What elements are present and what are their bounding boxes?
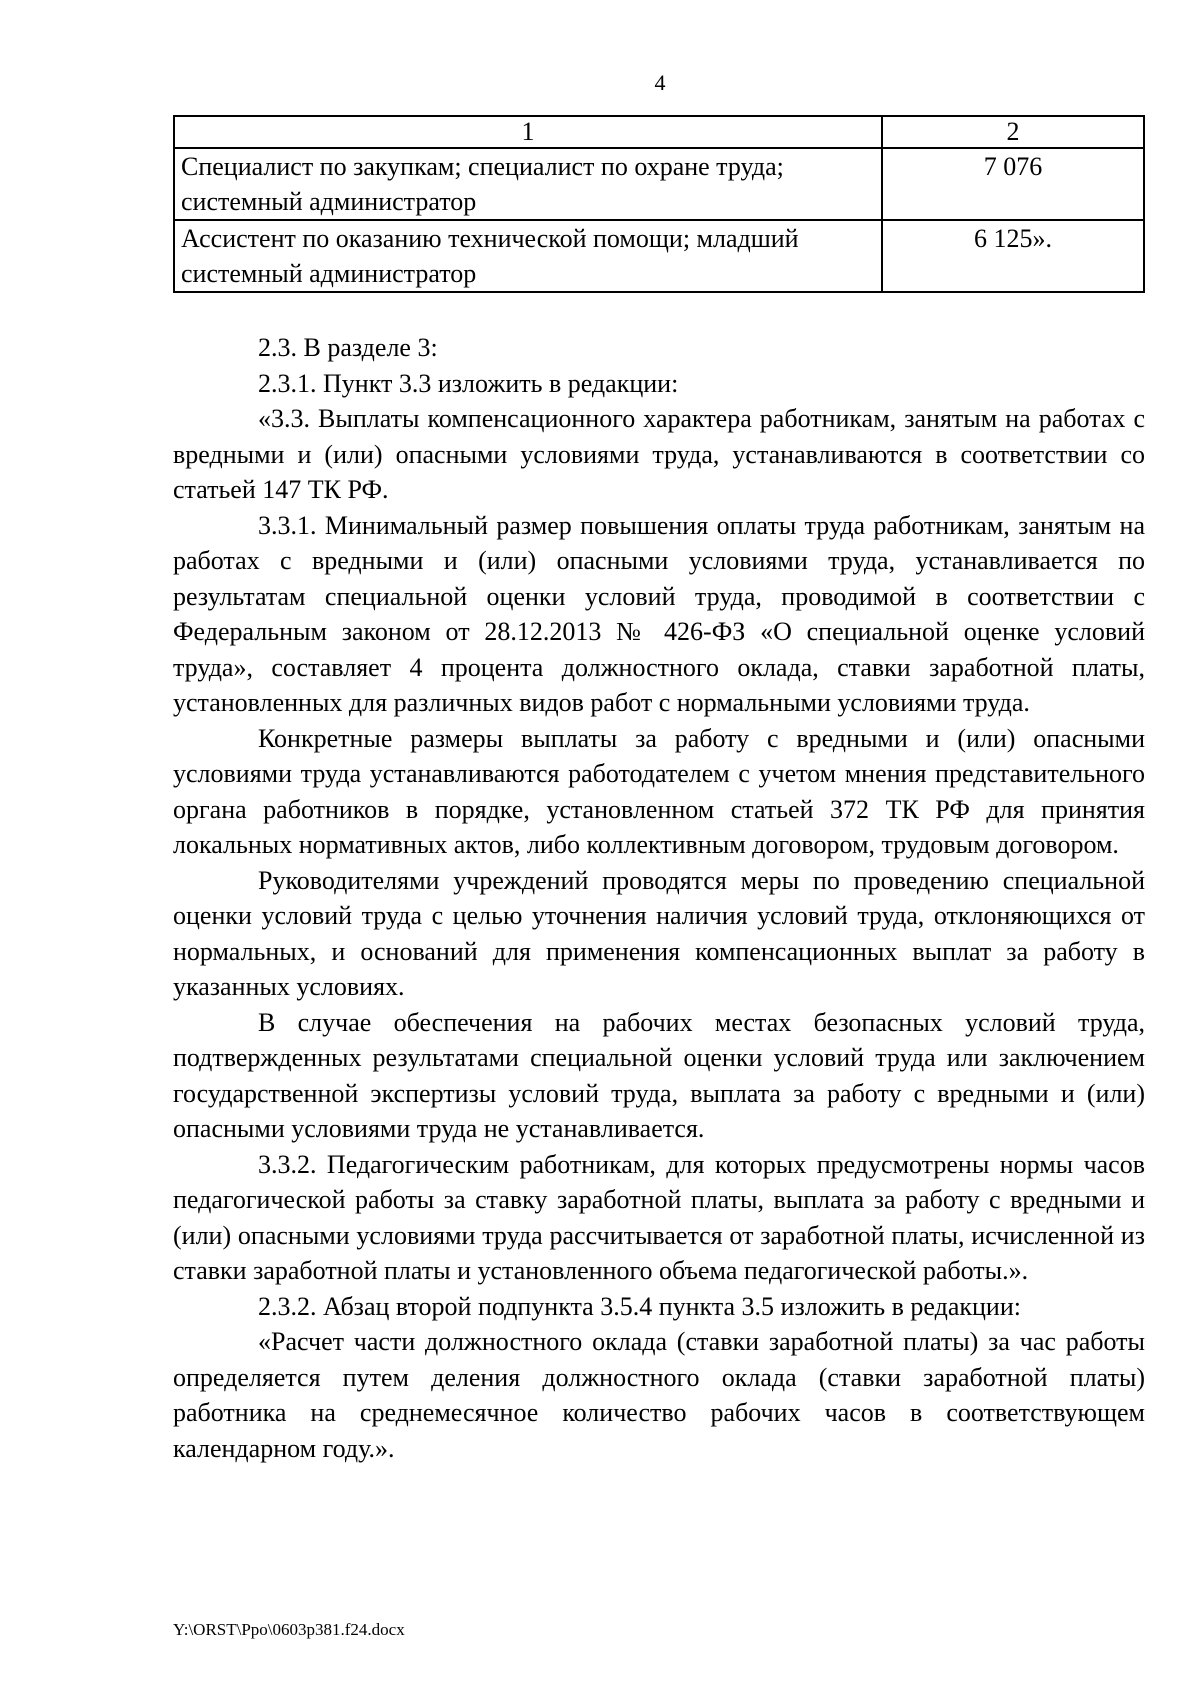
paragraph: 3.3.2. Педагогическим работникам, для которых предусмотрены нормы часов педагогической работы за ставку заработной платы, выплата за работу с вредными и (или) опасными условиями труда рассчитывается от заработной платы, исчисленной из ставки заработной платы и установленного объема педагогической работы.». xyxy=(173,1149,1145,1285)
paragraph: «Расчет части должностного оклада (ставки заработной платы) за час работы определяется путем деления должностного оклада (ставки заработной платы) работника на среднемесячное количество рабочих часов в соответствующем календарном году.». xyxy=(173,1327,1145,1463)
table-header-col-1: 1 xyxy=(174,116,882,148)
table-cell-value: 6 125». xyxy=(882,220,1144,292)
paragraph: Руководителями учреждений проводятся меры по проведению специальной оценки условий труда с целью уточнения наличия условий труда, отклоняющихся от нормальных, и оснований для применения компенсационных выплат за работу в указанных условиях. xyxy=(173,865,1145,1001)
table-cell-position: Ассистент по оказанию технической помощи; младший системный администратор xyxy=(174,220,882,292)
table-cell-value: 7 076 xyxy=(882,148,1144,220)
paragraph: Конкретные размеры выплаты за работу с вредными и (или) опасными условиями труда устанавливаются работодателем с учетом мнения представительного органа работников в порядке, установленном статьей 372 ТК РФ для принятия локальных нормативных актов, либо коллективным договором, трудовым договором. xyxy=(173,723,1145,859)
table-header-col-2: 2 xyxy=(882,116,1144,148)
paragraph-section-heading: 2.3. В разделе 3: xyxy=(258,333,438,362)
table-row xyxy=(174,220,1144,292)
file-path-footer: Y:\ORST\Ppo\0603p381.f24.docx xyxy=(173,1620,405,1639)
table-header-row xyxy=(174,116,1144,148)
document-body xyxy=(173,330,1145,1466)
table-cell-position: Специалист по закупкам; специалист по охране труда; системный администратор xyxy=(174,148,882,220)
table-row xyxy=(174,148,1144,220)
paragraph: «3.3. Выплаты компенсационного характера работникам, занятым на работах с вредными и (или) опасными условиями труда, устанавливаются в соответствии со статьей 147 ТК РФ. xyxy=(173,404,1145,504)
paragraph: В случае обеспечения на рабочих местах безопасных условий труда, подтвержденных результатами специальной оценки условий труда или заключением государственной экспертизы условий труда, выплата за работу с вредными и (или) опасными условиями труда не устанавливается. xyxy=(173,1007,1145,1143)
page-number: 4 xyxy=(654,70,666,95)
paragraph: 2.3.1. Пункт 3.3 изложить в редакции: xyxy=(258,368,679,398)
paragraph: 2.3.2. Абзац второй подпункта 3.5.4 пункта 3.5 изложить в редакции: xyxy=(258,1291,1021,1321)
paragraph: 3.3.1. Минимальный размер повышения оплаты труда работникам, занятым на работах с вредными и (или) опасными условиями труда, устанавливается по результатам специальной оценки условий труда, проводимой в соответствии с Федеральным законом от 28.12.2013 № 426-ФЗ «О специальной оценке условий труда», составляет 4 процента должностного оклада, ставки заработной платы, установленных для различных видов работ с нормальными условиями труда. xyxy=(173,510,1145,717)
salary-table xyxy=(173,115,1145,293)
